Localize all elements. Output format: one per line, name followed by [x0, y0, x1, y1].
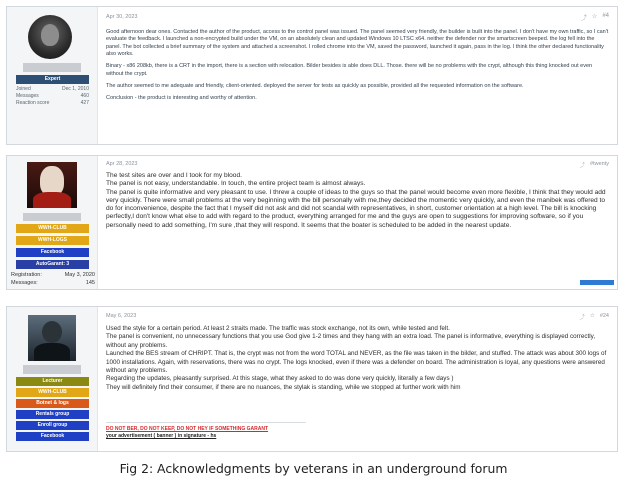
user-avatar[interactable]	[27, 162, 77, 208]
post-actions	[580, 161, 609, 169]
scroll-indicator[interactable]	[580, 280, 614, 285]
stat-label: Reaction score	[16, 100, 50, 106]
stat-label: Joined	[16, 86, 31, 92]
user-group-badge: WWH-CLUB	[16, 224, 89, 233]
post-body	[106, 29, 609, 107]
signature-divider	[106, 422, 306, 423]
forum-post-2	[6, 155, 618, 290]
signature-ad-link[interactable]: your advertisement ( banner ) in signature - hs	[106, 433, 217, 439]
user-stats	[11, 271, 95, 287]
forum-post-1	[6, 6, 618, 145]
post-content	[98, 7, 617, 144]
post-actions	[581, 13, 609, 22]
post-number[interactable]: #twenty	[590, 161, 609, 167]
stat-value: 427	[80, 100, 89, 106]
post-paragraph: Launched the BES stream of CHRIPT. That is, the crypt was not from the word TOTAL and NEVER, as the file was taken in the bilder, and stuffed. The attack was about 300 logs of 1000 installations. Again, with reservations, there was no crypt. The logs knocked, even if there was a defender on board. The administration is loyal, any questions were answered without any problems.	[106, 350, 607, 375]
post-date[interactable]: May 6, 2023	[106, 313, 137, 319]
user-sidebar	[7, 7, 98, 144]
username-redacted	[23, 365, 81, 374]
bookmark-icon[interactable]: ☆	[589, 313, 595, 319]
stat-label: Registration:	[11, 272, 42, 278]
stat-value: May 3, 2020	[64, 272, 95, 278]
stat-value: 460	[80, 93, 89, 99]
user-group-badge: Lecturer	[16, 377, 89, 386]
post-content	[98, 156, 617, 289]
user-group-badge: Rentals group	[16, 410, 89, 419]
forum-post-3	[6, 306, 618, 452]
user-rank-badge: Expert	[16, 75, 89, 84]
user-group-badge: Facebook	[16, 432, 89, 441]
stat-row	[16, 86, 89, 93]
stat-value: Dec 1, 2010	[62, 86, 89, 92]
share-icon[interactable]: ⤴	[579, 163, 586, 169]
username-redacted	[23, 63, 81, 72]
stat-row	[16, 93, 89, 100]
post-content	[98, 307, 617, 451]
figure-caption: Fig 2: Acknowledgments by veterans in an underground forum	[119, 461, 508, 476]
bookmark-icon[interactable]: ☆	[591, 14, 598, 20]
stat-label: Messages	[16, 93, 39, 99]
post-paragraph: Used the style for a certain period. At least 2 straits made. The traffic was stock exchange, not its own, while tested and felt.	[106, 325, 450, 332]
user-sidebar	[7, 156, 98, 289]
stat-row	[11, 271, 95, 279]
post-paragraph: Conclusion - the product is interesting and worthy of attention.	[106, 94, 257, 101]
post-date[interactable]: Apr 28, 2023	[106, 161, 138, 167]
post-actions	[579, 313, 609, 321]
user-group-badge: Facebook	[16, 248, 89, 257]
username-redacted	[23, 213, 81, 221]
share-icon[interactable]: ⤴	[579, 315, 585, 321]
user-group-badge: AutoGarant: 3	[16, 260, 89, 269]
stat-row	[16, 100, 89, 107]
user-stats	[16, 86, 89, 107]
post-number[interactable]: #4	[602, 13, 609, 19]
user-avatar[interactable]	[28, 315, 76, 361]
share-icon[interactable]: ⤴	[580, 16, 587, 22]
post-paragraph: The panel is not easy, understandable. In touch, the entire project team is almost always.	[106, 180, 366, 188]
post-paragraph: The author seemed to me adequate and friendly, client-oriented. deployed the server for tests as quickly as possible, provided all the requested information on the software.	[106, 82, 524, 89]
post-paragraph: The panel is quite informative and very pleasant to use. I threw a couple of ideas to the guys so that the panel would become even more flexible, I think that they would add very quickly. There were small problems at the very beginning with the bill personally with me,they decided the momentic very quickly, and even the manibek was offered to do for inconvenience, despite the fact that I myself did not ask and did not scandal with representatives, in short, customer orientation at a high level. The bill is knocking perfectly,I don't know what else to add with regard to the product, everything arranged for me and the guys are open to suggestions for improving software, so if you personally need to add something, I'm sure ,that they will respond. It seems that the boater is scheduled to be added in the nearest update.	[106, 188, 606, 229]
post-body	[106, 325, 609, 392]
user-group-badge: Botnet & logs	[16, 399, 89, 408]
post-number[interactable]: #24	[599, 313, 609, 319]
user-group-badge: Enroll group	[16, 421, 89, 430]
stat-row	[11, 279, 95, 287]
post-paragraph: Regarding the updates, pleasantly surprised. At this stage, what they asked to do was done very quickly, literally a few days )	[106, 375, 454, 383]
post-paragraph: They will definitely find their consumer, if there are no nuances, the stylak is standing, while we stopped at further work with him	[106, 383, 461, 391]
post-body	[106, 172, 609, 230]
post-paragraph: The test sites are over and I took for my blood.	[106, 172, 242, 179]
stat-value: 145	[85, 280, 95, 286]
signature-warning-link[interactable]: DO NOT BER, DO NOT KEEP, DO NOT HEY IF SOMETHING GARANT	[106, 426, 269, 432]
user-sidebar	[7, 307, 98, 451]
user-avatar[interactable]	[28, 15, 72, 59]
post-paragraph: Good afternoon dear ones. Contacted the author of the product, access to the control panel was issued. The panel seemed very friendly, the builder is built into the panel. I don't have my own traffic, so I can't evaluate the feedback. I launched a non-encrypted build under the VM, on an absolutely clean and updated Windows 10 LTSC x64. neither the defender nor the smartscreen beeped. the log fell into the panel. The bot collected a brief summary of the system and attached a screenshot. I rolled chrome into the VM, saved the password, launched it again, pass in the log. I think the other declared functionality also works.	[106, 29, 609, 58]
post-paragraph: Binary - x86 208kb, there is a CRT in the import, there is a section with relocation. Bilder besides is able does DLL. Those. there will be no problems with the crypt, although this thing knocked out even without the crypt.	[106, 63, 593, 77]
post-date[interactable]: Apr 30, 2023	[106, 14, 138, 20]
post-paragraph: The panel is convenient, no unnecessary functions that you use God give 1-2 times and they hang with an extra load. The panel is informative, everything is displayed correctly, without any problems.	[106, 333, 596, 349]
user-group-badge: WWH-CLUB	[16, 388, 89, 397]
user-group-badge: WWH-LOGS	[16, 236, 89, 245]
stat-label: Messages:	[11, 280, 38, 286]
